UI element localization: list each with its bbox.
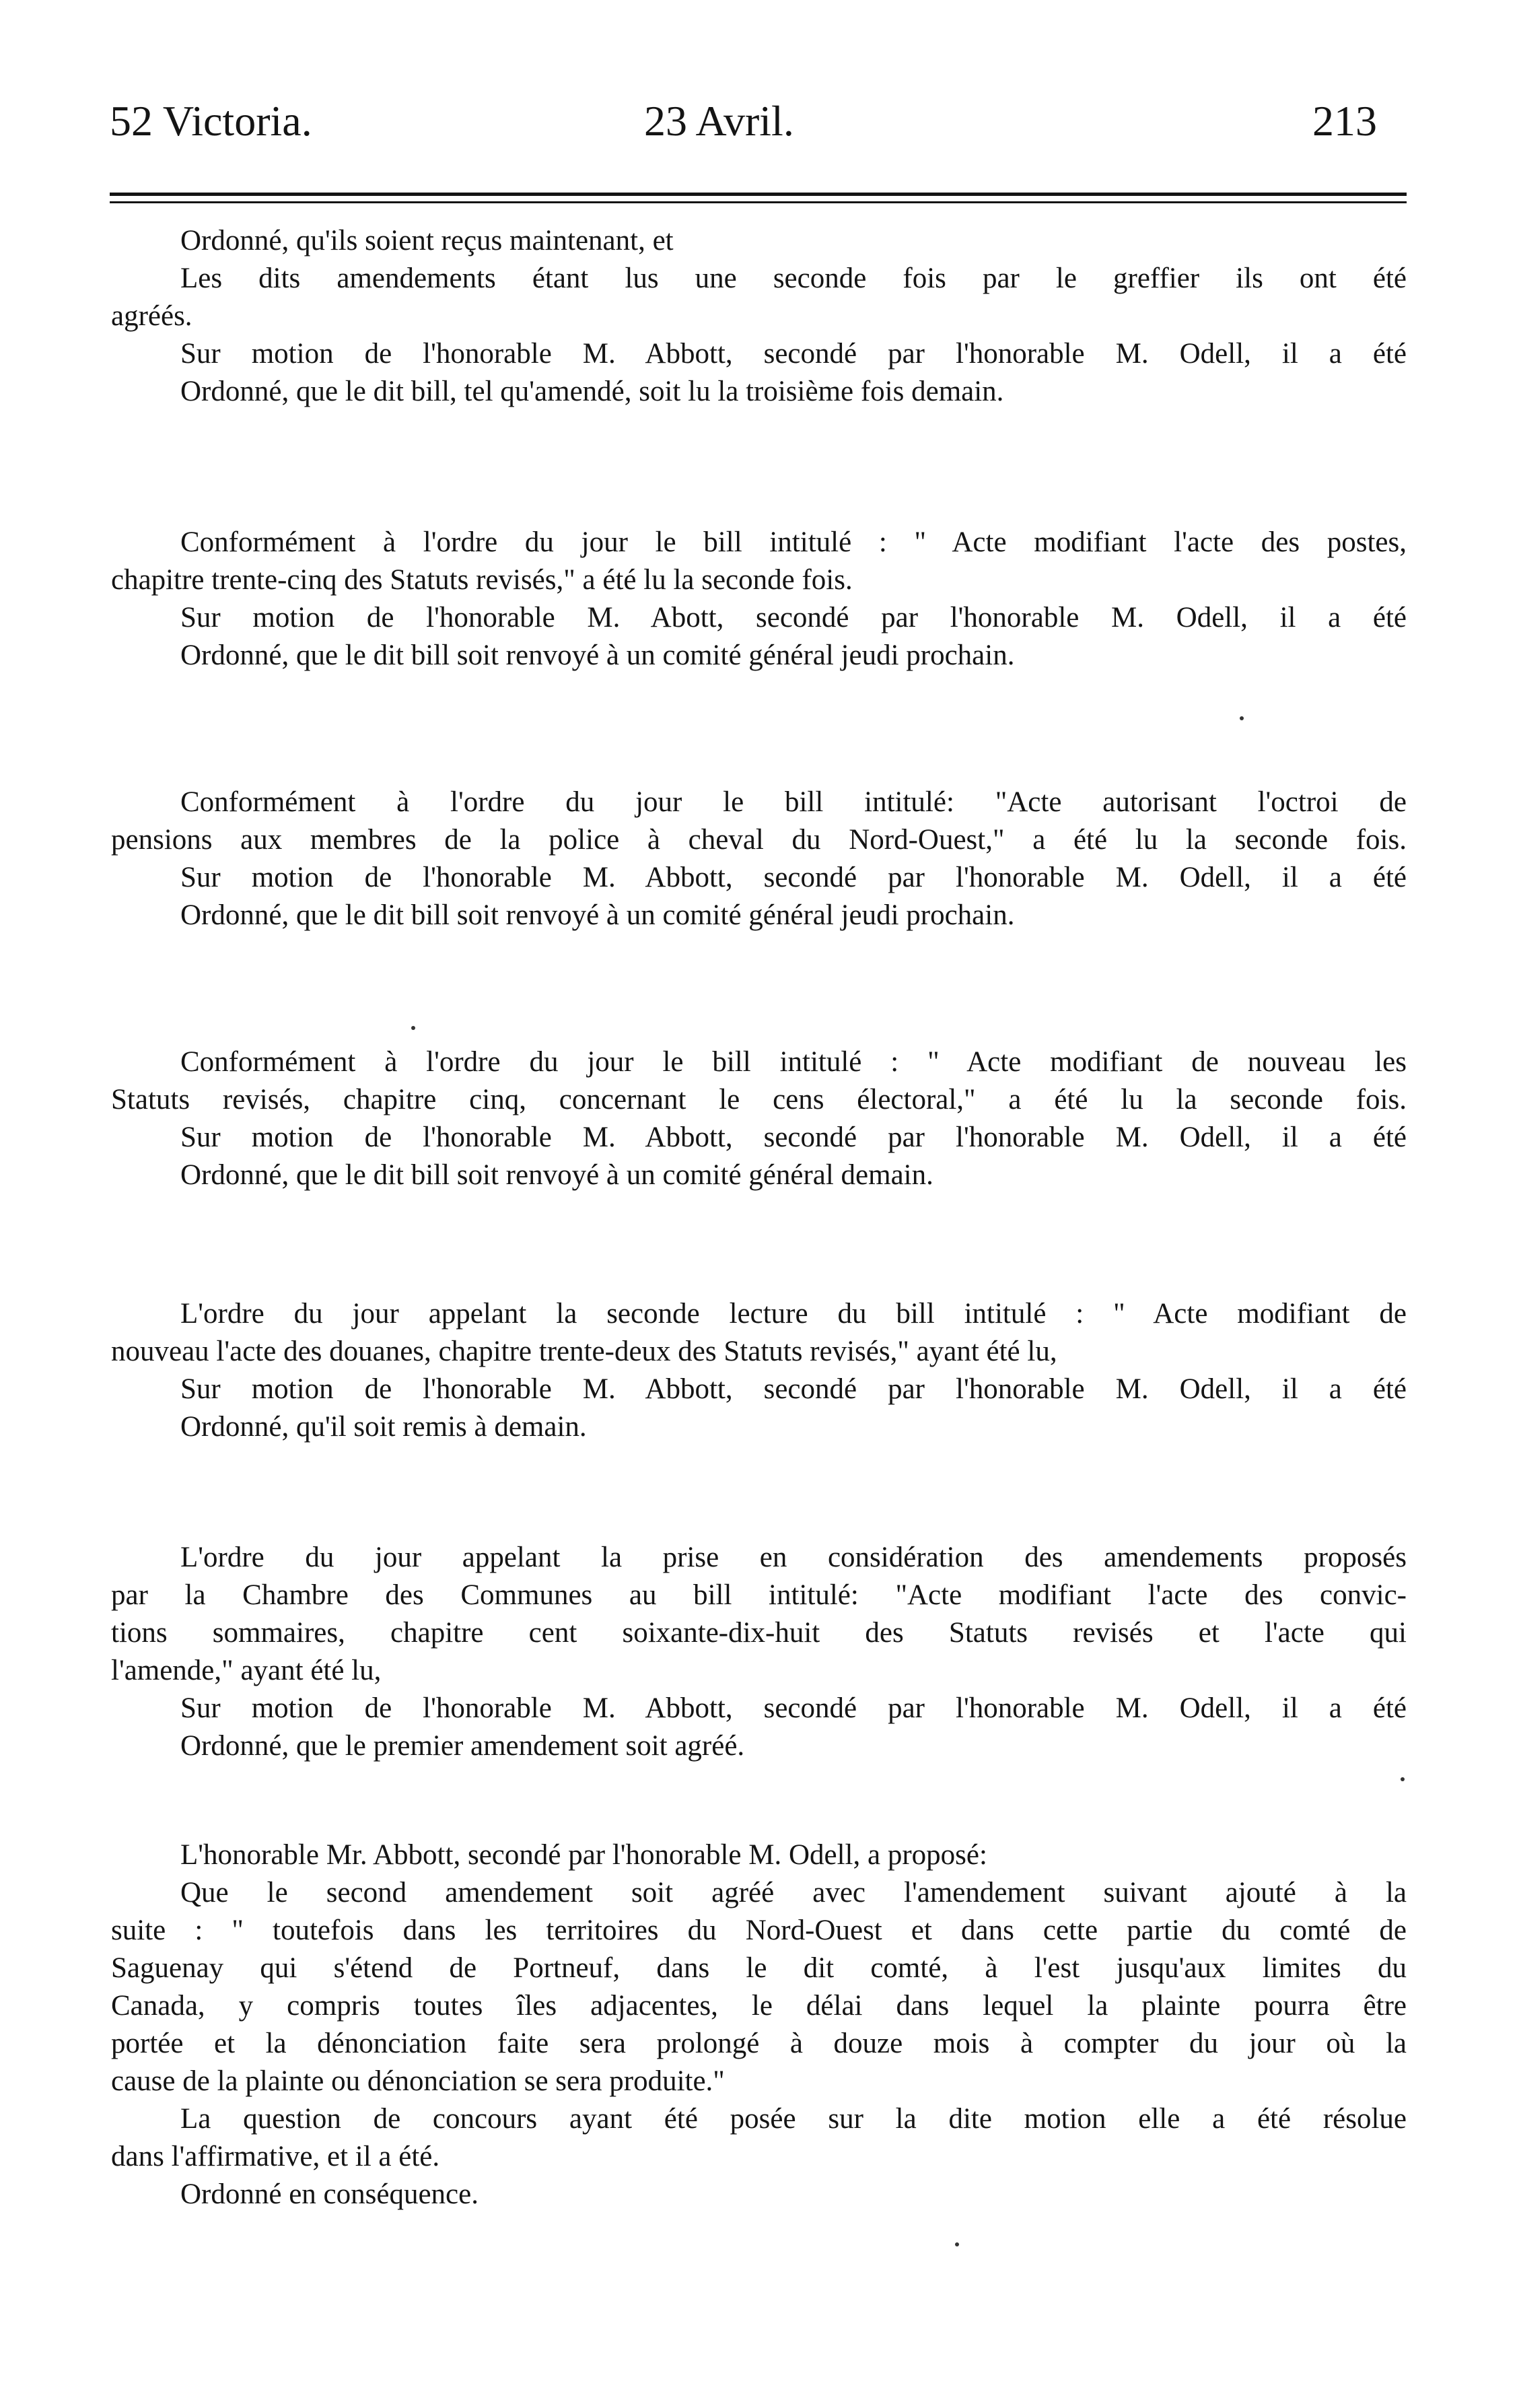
entry-line: suite : " toutefois dans les territoires du Nord-Ouest et dans cette partie du comté de — [111, 1915, 1407, 1946]
entry-line: L'honorable Mr. Abbott, secondé par l'honorable M. Odell, a proposé: — [180, 1839, 987, 1871]
scan-speck — [1401, 1777, 1405, 1781]
scan-speck — [411, 1026, 415, 1030]
entry-line: Ordonné en conséquence. — [180, 2178, 479, 2210]
running-head-date: 23 Avril. — [644, 97, 794, 145]
entry-line: Sur motion de l'honorable M. Abott, secondé par l'honorable M. Odell, il a été — [180, 602, 1407, 633]
entry-line: Ordonné, que le dit bill soit renvoyé à un comité général demain. — [180, 1159, 933, 1191]
running-head-session: 52 Victoria. — [110, 97, 312, 145]
journal-entry — [111, 784, 1407, 934]
entry-line: chapitre trente-cinq des Statuts revisés," a été lu la seconde fois. — [111, 564, 853, 596]
entry-line: l'amende," ayant été lu, — [111, 1655, 382, 1686]
entry-line: Ordonné, qu'ils soient reçus maintenant, et — [180, 225, 674, 256]
entry-line: Ordonné, que le dit bill soit renvoyé à un comité général jeudi prochain. — [180, 899, 1015, 931]
entry-line: Ordonné, que le premier amendement soit agréé. — [180, 1730, 745, 1762]
journal-entry — [111, 1836, 1407, 2213]
entry-line: portée et la dénonciation faite sera prolongé à douze mois à compter du jour où la — [111, 2028, 1407, 2059]
entry-line: Les dits amendements étant lus une seconde fois par le greffier ils ont été — [180, 263, 1407, 294]
entry-line: Sur motion de l'honorable M. Abbott, secondé par l'honorable M. Odell, il a été — [180, 1122, 1407, 1153]
entry-line: cause de la plainte ou dénonciation se sera produite." — [111, 2065, 725, 2097]
header-rule-thin — [110, 201, 1407, 203]
entry-line: Ordonné, qu'il soit remis à demain. — [180, 1411, 587, 1443]
journal-entry — [111, 1295, 1407, 1446]
journal-entry — [111, 1043, 1407, 1194]
journal-entry — [111, 222, 1407, 411]
scan-speck — [1240, 716, 1244, 720]
entry-line: Que le second amendement soit agréé avec l'amendement suivant ajouté à la — [180, 1877, 1407, 1908]
journal-entry — [111, 524, 1407, 675]
entry-line: Saguenay qui s'étend de Portneuf, dans le dit comté, à l'est jusqu'aux limites du — [111, 1952, 1407, 1984]
header-rule-thick — [110, 193, 1407, 196]
entry-line: Ordonné, que le dit bill soit renvoyé à un comité général jeudi prochain. — [180, 640, 1015, 671]
entry-line: Sur motion de l'honorable M. Abbott, secondé par l'honorable M. Odell, il a été — [180, 862, 1407, 893]
entry-line: L'ordre du jour appelant la prise en considération des amendements proposés — [180, 1542, 1407, 1573]
entry-line: L'ordre du jour appelant la seconde lecture du bill intitulé : " Acte modifiant de — [180, 1298, 1407, 1330]
entry-line: tions sommaires, chapitre cent soixante-dix-huit des Statuts revisés et l'acte qui — [111, 1617, 1407, 1649]
entry-line: Ordonné, que le dit bill, tel qu'amendé, soit lu la troisième fois demain. — [180, 376, 1004, 407]
entry-line: Sur motion de l'honorable M. Abbott, secondé par l'honorable M. Odell, il a été — [180, 1692, 1407, 1724]
scan-speck — [955, 2242, 959, 2246]
entry-line: par la Chambre des Communes au bill intitulé: "Acte modifiant l'acte des convic- — [111, 1579, 1407, 1611]
entry-line: Statuts revisés, chapitre cinq, concernant le cens électoral," a été lu la seconde fois. — [111, 1084, 1407, 1115]
entry-line: Sur motion de l'honorable M. Abbott, secondé par l'honorable M. Odell, il a été — [180, 338, 1407, 370]
page-number: 213 — [1312, 97, 1377, 145]
entry-line: Conformément à l'ordre du jour le bill intitulé: "Acte autorisant l'octroi de — [180, 786, 1407, 818]
entry-line: Canada, y compris toutes îles adjacentes, le délai dans lequel la plainte pourra être — [111, 1990, 1407, 2022]
entry-line: Conformément à l'ordre du jour le bill intitulé : " Acte modifiant de nouveau les — [180, 1046, 1407, 1078]
journal-entry — [111, 1539, 1407, 1765]
entry-line: dans l'affirmative, et il a été. — [111, 2141, 440, 2172]
entry-line: agréés. — [111, 300, 192, 332]
entry-line: La question de concours ayant été posée sur la dite motion elle a été résolue — [180, 2103, 1407, 2135]
entry-line: pensions aux membres de la police à cheval du Nord-Ouest," a été lu la seconde fois. — [111, 824, 1407, 856]
entry-line: nouveau l'acte des douanes, chapitre trente-deux des Statuts revisés," ayant été lu, — [111, 1336, 1057, 1367]
entry-line: Conformément à l'ordre du jour le bill intitulé : " Acte modifiant l'acte des postes, — [180, 526, 1407, 558]
entry-line: Sur motion de l'honorable M. Abbott, secondé par l'honorable M. Odell, il a été — [180, 1373, 1407, 1405]
